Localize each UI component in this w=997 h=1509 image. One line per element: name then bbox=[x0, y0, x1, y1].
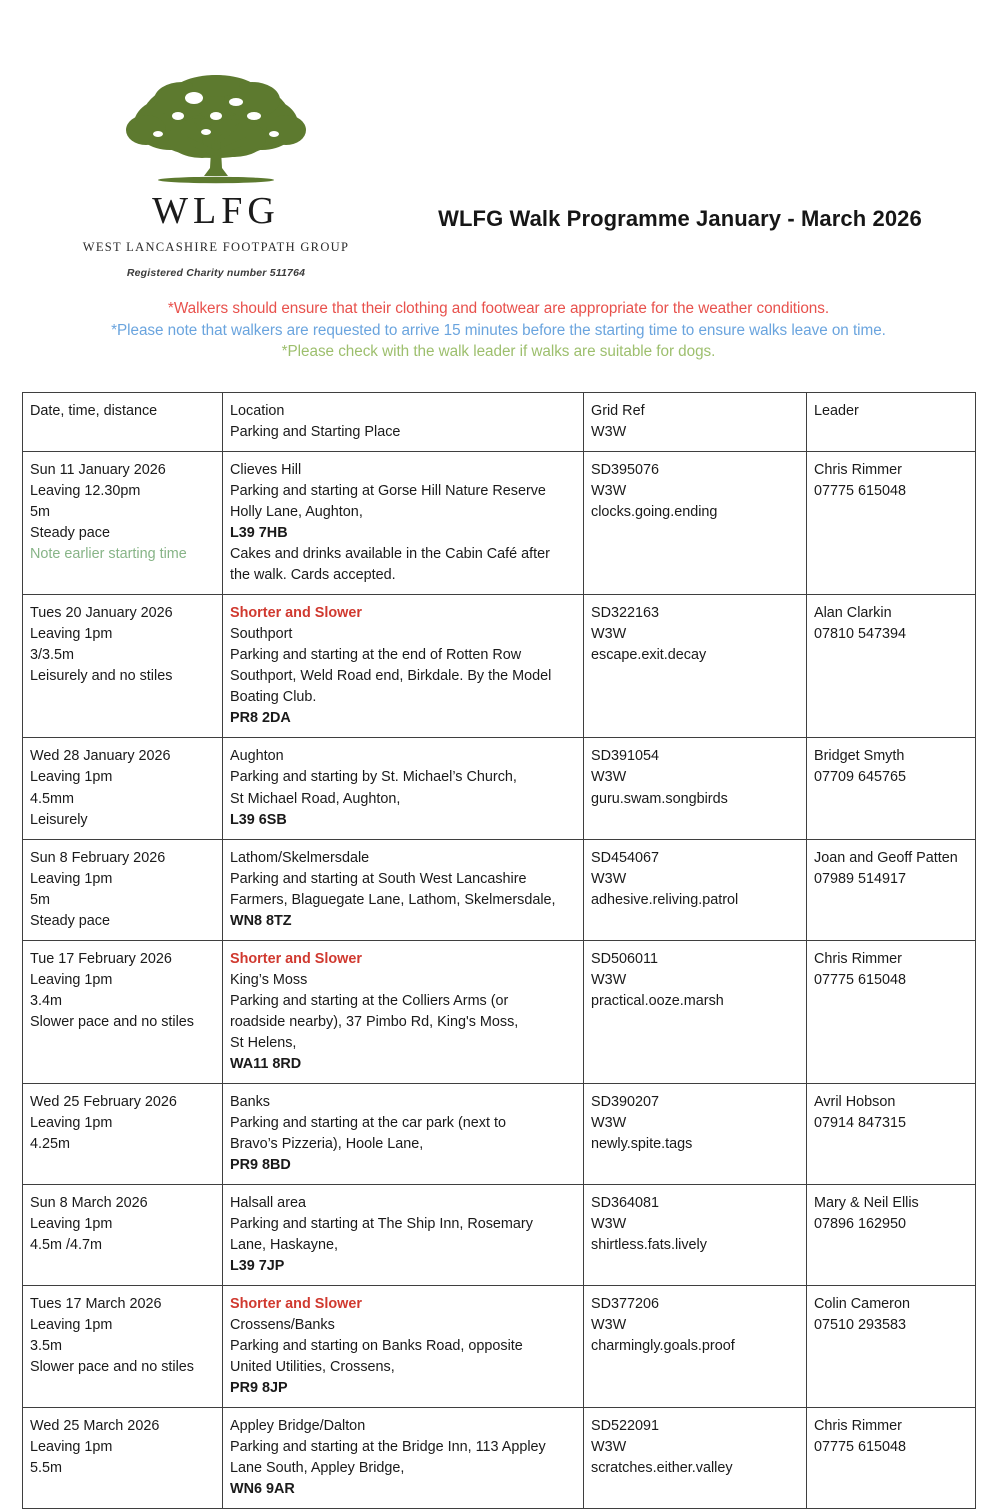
page-title: WLFG Walk Programme January - March 2026 bbox=[438, 206, 922, 231]
logo-initials: WLFG bbox=[152, 190, 280, 232]
cell-location: Halsall area Parking and starting at The Ship Inn, Rosemary Lane, Haskayne, L39 7JP bbox=[223, 1185, 584, 1286]
cell-location: Shorter and Slower King’s Moss Parking and starting at the Colliers Arms (or roadside nearby), 37 Pimbo Rd, King's Moss, St Helens, WA11 8RD bbox=[223, 940, 584, 1083]
cell-grid-ref: SD390207 W3W newly.spite.tags bbox=[584, 1083, 807, 1184]
notice-clothing: *Walkers should ensure that their clothing and footwear are appropriate for the weather conditions. bbox=[167, 300, 830, 317]
notices-block bbox=[0, 298, 997, 363]
cell-date-time-distance: Wed 25 March 2026 Leaving 1pm 5.5m bbox=[23, 1408, 223, 1509]
cell-grid-ref: SD377206 W3W charmingly.goals.proof bbox=[584, 1286, 807, 1408]
cell-leader: Colin Cameron 07510 293583 bbox=[807, 1286, 976, 1408]
cell-leader: Joan and Geoff Patten 07989 514917 bbox=[807, 839, 976, 940]
cell-grid-ref: SD506011 W3W practical.ooze.marsh bbox=[584, 940, 807, 1083]
cell-leader: Chris Rimmer 07775 615048 bbox=[807, 940, 976, 1083]
column-header-2: Grid Ref W3W bbox=[584, 393, 807, 452]
cell-grid-ref: SD364081 W3W shirtless.fats.lively bbox=[584, 1185, 807, 1286]
cell-grid-ref: SD395076 W3W clocks.going.ending bbox=[584, 452, 807, 595]
cell-leader: Mary & Neil Ellis 07896 162950 bbox=[807, 1185, 976, 1286]
logo-full-name: WEST LANCASHIRE FOOTPATH GROUP bbox=[82, 239, 350, 254]
column-header-0: Date, time, distance bbox=[23, 393, 223, 452]
table-row bbox=[23, 1083, 976, 1184]
cell-date-time-distance: Wed 25 February 2026 Leaving 1pm 4.25m bbox=[23, 1083, 223, 1184]
cell-leader: Alan Clarkin 07810 547394 bbox=[807, 595, 976, 738]
oak-tree-icon bbox=[116, 72, 316, 194]
cell-grid-ref: SD391054 W3W guru.swam.songbirds bbox=[584, 738, 807, 839]
cell-leader: Chris Rimmer 07775 615048 bbox=[807, 1408, 976, 1509]
table-row bbox=[23, 1185, 976, 1286]
cell-date-time-distance: Sun 8 March 2026 Leaving 1pm 4.5m /4.7m bbox=[23, 1185, 223, 1286]
table-body bbox=[23, 393, 976, 1509]
notice-dogs: *Please check with the walk leader if walks are suitable for dogs. bbox=[281, 343, 716, 361]
table-row bbox=[23, 452, 976, 595]
column-header-1: Location Parking and Starting Place bbox=[223, 393, 584, 452]
cell-date-time-distance: Tues 17 March 2026 Leaving 1pm 3.5m Slower pace and no stiles bbox=[23, 1286, 223, 1408]
walk-programme-table-wrapper bbox=[22, 392, 975, 1509]
notice-arrival-time: *Please note that walkers are requested to arrive 15 minutes before the starting time to ensure walks leave on time. bbox=[111, 321, 886, 339]
cell-date-time-distance: Sun 11 January 2026 Leaving 12.30pm 5m Steady pace Note earlier starting time bbox=[23, 452, 223, 595]
cell-grid-ref: SD522091 W3W scratches.either.valley bbox=[584, 1408, 807, 1509]
table-row bbox=[23, 940, 976, 1083]
cell-location: Aughton Parking and starting by St. Michael’s Church, St Michael Road, Aughton, L39 6SB bbox=[223, 738, 584, 839]
cell-location: Appley Bridge/Dalton Parking and starting at the Bridge Inn, 113 Appley Lane South, Appley Bridge, WN6 9AR bbox=[223, 1408, 584, 1509]
table-row bbox=[23, 839, 976, 940]
table-header-row bbox=[23, 393, 976, 452]
charity-number: Registered Charity number 511764 bbox=[126, 266, 306, 279]
cell-leader: Chris Rimmer 07775 615048 bbox=[807, 452, 976, 595]
cell-leader: Avril Hobson 07914 847315 bbox=[807, 1083, 976, 1184]
cell-location: Shorter and Slower Crossens/Banks Parking and starting on Banks Road, opposite United Utilities, Crossens, PR9 8JP bbox=[223, 1286, 584, 1408]
cell-date-time-distance: Tues 20 January 2026 Leaving 1pm 3/3.5m Leisurely and no stiles bbox=[23, 595, 223, 738]
wlfg-logo bbox=[66, 72, 366, 279]
cell-location: Lathom/Skelmersdale Parking and starting at South West Lancashire Farmers, Blaguegate Lane, Lathom, Skelmersdale, WN8 8TZ bbox=[223, 839, 584, 940]
walk-programme-table bbox=[22, 392, 976, 1509]
cell-location: Banks Parking and starting at the car park (next to Bravo’s Pizzeria), Hoole Lane, PR9 8BD bbox=[223, 1083, 584, 1184]
cell-location: Clieves Hill Parking and starting at Gorse Hill Nature Reserve Holly Lane, Aughton, L39 7HB Cakes and drinks available in the Cabin Café after the walk. Cards accepted. bbox=[223, 452, 584, 595]
cell-location: Shorter and Slower Southport Parking and starting at the end of Rotten Row Southport, Weld Road end, Birkdale. By the Model Boating Club. PR8 2DA bbox=[223, 595, 584, 738]
cell-date-time-distance: Tue 17 February 2026 Leaving 1pm 3.4m Slower pace and no stiles bbox=[23, 940, 223, 1083]
cell-grid-ref: SD454067 W3W adhesive.reliving.patrol bbox=[584, 839, 807, 940]
table-row bbox=[23, 595, 976, 738]
document-header bbox=[0, 0, 997, 290]
table-row bbox=[23, 738, 976, 839]
table-row bbox=[23, 1286, 976, 1408]
table-row bbox=[23, 1408, 976, 1509]
cell-date-time-distance: Sun 8 February 2026 Leaving 1pm 5m Steady pace bbox=[23, 839, 223, 940]
column-header-3: Leader bbox=[807, 393, 976, 452]
cell-grid-ref: SD322163 W3W escape.exit.decay bbox=[584, 595, 807, 738]
cell-date-time-distance: Wed 28 January 2026 Leaving 1pm 4.5mm Leisurely bbox=[23, 738, 223, 839]
cell-leader: Bridget Smyth 07709 645765 bbox=[807, 738, 976, 839]
